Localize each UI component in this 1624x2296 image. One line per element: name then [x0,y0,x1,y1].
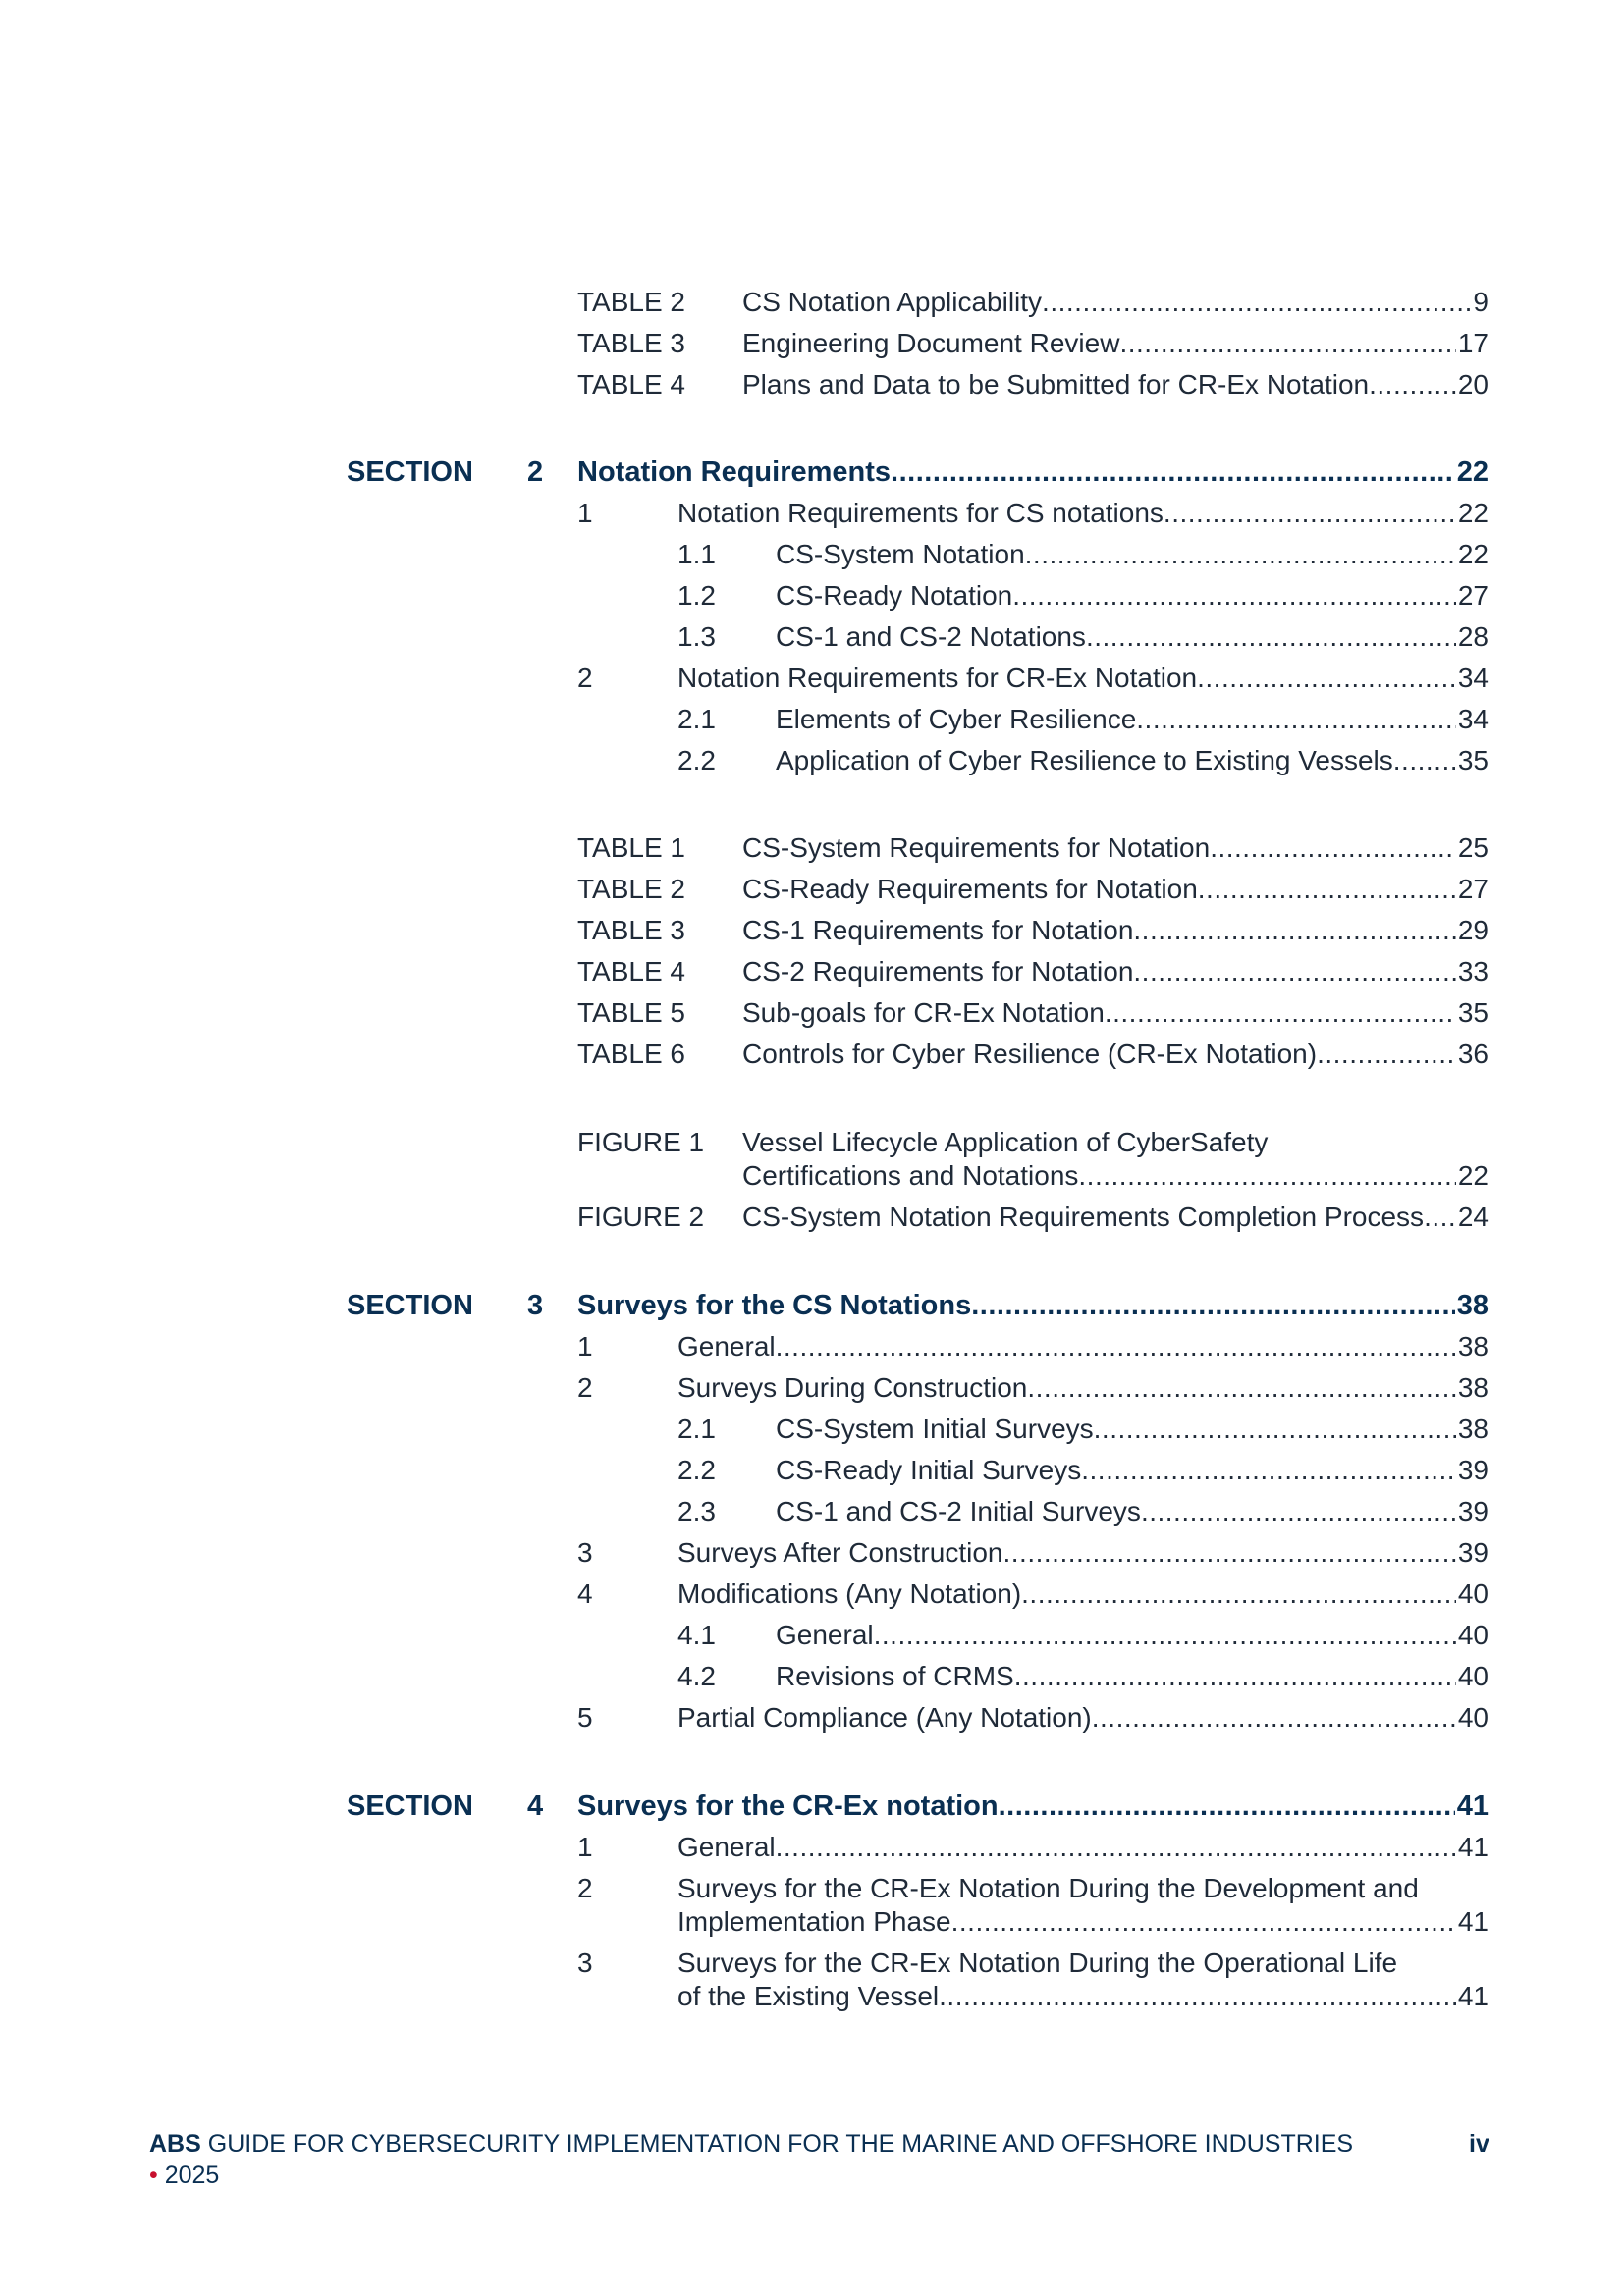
toc-entry[interactable] [742,368,1489,401]
section-page: 41 [1456,1790,1489,1822]
toc-item-number: 1.2 [677,580,716,611]
toc-entry[interactable] [742,286,1489,319]
toc-entry-text: CS-System Notation [776,539,1025,569]
toc-item-number: 2 [577,663,593,693]
dot-leader [1021,1577,1456,1611]
toc-entry-page: 40 [1457,1702,1489,1733]
dot-leader [1025,538,1456,571]
toc-entry-text: CS-Ready Initial Surveys [776,1455,1082,1485]
dot-leader [776,1831,1456,1864]
dot-leader [1369,368,1456,401]
dot-leader [891,455,1455,489]
dot-leader [1086,620,1456,654]
toc-entry[interactable] [742,831,1489,865]
toc-item-number: 1.3 [677,621,716,652]
toc-item-number: 4 [577,1578,593,1609]
toc-entry[interactable] [776,538,1489,571]
toc-entry-page: 27 [1457,580,1489,611]
toc-entry-text: CS-2 Requirements for Notation [742,956,1134,987]
dot-leader [1133,914,1455,947]
toc-entry-text: Certifications and Notations [742,1160,1079,1191]
toc-item-number: 2.2 [677,1455,716,1485]
toc-entry[interactable] [776,1619,1489,1652]
toc-entry-page: 22 [1457,1160,1489,1191]
toc-item-number: 5 [577,1702,593,1733]
toc-table-label: TABLE 5 [577,997,685,1028]
toc-entry-text: CS-System Initial Surveys [776,1414,1094,1444]
toc-table-label: TABLE 2 [577,287,685,317]
toc-entry-page: 39 [1457,1496,1489,1526]
toc-entry-page: 36 [1457,1039,1489,1069]
toc-entry-page: 28 [1457,621,1489,652]
dot-leader [1002,1536,1455,1570]
abs-logo-text: ABS [149,2130,201,2158]
toc-entry-page: 35 [1457,745,1489,775]
toc-entry-page: 38 [1457,1331,1489,1362]
dot-leader [776,1330,1456,1363]
footer-title-line [149,2128,1353,2160]
dot-leader [1042,286,1471,319]
toc-entry[interactable] [677,1980,1489,2013]
section-number: 3 [527,1290,544,1321]
toc-entry-text-line1[interactable]: Surveys for the CR-Ex Notation During the Development and [677,1873,1419,1903]
section-page: 38 [1456,1290,1489,1321]
toc-entry-page: 40 [1457,1661,1489,1691]
toc-entry-text: General [677,1331,776,1362]
toc-entry-page: 41 [1457,1981,1489,2011]
section-page: 22 [1456,456,1489,488]
toc-entry-page: 22 [1457,498,1489,528]
section-title: Surveys for the CS Notations [577,1290,972,1321]
toc-item-number: 2.3 [677,1496,716,1526]
toc-entry-text: Revisions of CRMS [776,1661,1014,1691]
toc-entry[interactable] [742,873,1489,906]
dot-leader [1012,579,1456,613]
toc-entry[interactable] [677,1330,1489,1363]
toc-entry-page: 24 [1457,1201,1489,1232]
section-number: 2 [527,456,544,488]
toc-entry[interactable] [742,1038,1489,1071]
toc-entry[interactable] [742,914,1489,947]
toc-entry[interactable] [776,1454,1489,1487]
toc-entry-page: 29 [1457,915,1489,945]
toc-item-number: 2 [577,1372,593,1403]
dot-leader [1210,831,1456,865]
toc-entry-page: 35 [1457,997,1489,1028]
toc-entry[interactable] [742,1201,1489,1234]
dot-leader [1136,703,1456,736]
toc-entry-text: Partial Compliance (Any Notation) [677,1702,1092,1733]
toc-item-number: 2 [577,1873,593,1903]
toc-entry-page: 39 [1457,1455,1489,1485]
toc-entry-text: Sub-goals for CR-Ex Notation [742,997,1105,1028]
toc-entry-text: Notation Requirements for CS notations [677,498,1164,528]
toc-entry[interactable] [677,1577,1489,1611]
toc-entry-text: Elements of Cyber Resilience [776,704,1137,734]
dot-leader [1164,497,1456,530]
toc-item-number: 3 [577,1537,593,1568]
dot-leader [1133,955,1455,988]
section-title: Notation Requirements [577,456,892,488]
toc-table-label: TABLE 1 [577,832,685,863]
toc-entry[interactable] [742,955,1489,988]
footer-year-line [149,2160,1353,2191]
toc-entry-page: 38 [1457,1372,1489,1403]
section-label: SECTION [347,1790,473,1822]
toc-table-label: TABLE 3 [577,915,685,945]
toc-entry-text: Implementation Phase [677,1906,951,1937]
dot-leader [1014,1660,1456,1693]
toc-table-label: TABLE 4 [577,956,685,987]
toc-entry-text: Surveys After Construction [677,1537,1003,1568]
toc-entry-page: 17 [1457,328,1489,358]
toc-entry[interactable] [776,1660,1489,1693]
toc-entry-text: CS-Ready Notation [776,580,1013,611]
toc-entry-text: CS-System Notation Requirements Completion Process [742,1201,1425,1232]
toc-entry[interactable] [677,1905,1489,1939]
toc-table-label: TABLE 4 [577,369,685,400]
toc-entry-text: Plans and Data to be Submitted for CR-Ex Notation [742,369,1370,400]
toc-table-label: TABLE 6 [577,1039,685,1069]
toc-entry-page: 27 [1457,874,1489,904]
page-footer [149,2128,1353,2191]
toc-entry-text: Application of Cyber Resilience to Existing Vessels [776,745,1393,775]
toc-item-number: 2.1 [677,1414,716,1444]
section-heading[interactable] [577,1289,1489,1322]
dot-leader [1119,327,1455,360]
toc-item-number: 2.1 [677,704,716,734]
toc-entry-page: 41 [1457,1906,1489,1937]
page-number: iv [1469,2130,1489,2158]
toc-entry[interactable] [776,1495,1489,1528]
toc-entry[interactable] [677,1701,1489,1735]
dot-leader [1027,1371,1455,1405]
dot-leader [1105,996,1456,1030]
toc-entry-page: 22 [1457,539,1489,569]
toc-entry-text: CS-Ready Requirements for Notation [742,874,1198,904]
toc-entry-page: 40 [1457,1578,1489,1609]
section-number: 4 [527,1790,544,1822]
toc-entry-text: CS-1 Requirements for Notation [742,915,1134,945]
toc-item-number: 1 [577,498,593,528]
dot-leader [1094,1413,1456,1446]
toc-entry-page: 39 [1457,1537,1489,1568]
toc-item-number: 3 [577,1948,593,1978]
toc-entry[interactable] [677,1536,1489,1570]
section-heading[interactable] [577,1789,1489,1823]
toc-item-number: 2.2 [677,745,716,775]
toc-entry[interactable] [742,327,1489,360]
toc-entry-text: General [677,1832,776,1862]
toc-entry-page: 41 [1457,1832,1489,1862]
toc-entry-text: General [776,1620,874,1650]
toc-figure-label: FIGURE 2 [577,1201,705,1232]
toc-table-label: TABLE 2 [577,874,685,904]
dot-leader [1092,1701,1456,1735]
toc-item-number: 4.1 [677,1620,716,1650]
toc-entry-page: 20 [1457,369,1489,400]
toc-entry-text: of the Existing Vessel [677,1981,940,2011]
dot-leader [1197,662,1456,695]
dot-leader [1424,1201,1456,1234]
toc-item-number: 1 [577,1832,593,1862]
toc-entry-page: 33 [1457,956,1489,987]
dot-leader [1078,1159,1455,1193]
section-heading[interactable] [577,455,1489,489]
toc-table-label: TABLE 3 [577,328,685,358]
toc-entry[interactable] [677,1371,1489,1405]
toc-entry[interactable] [776,703,1489,736]
toc-entry-text: CS Notation Applicability [742,287,1043,317]
toc-entry[interactable] [677,662,1489,695]
footer-title: GUIDE FOR CYBERSECURITY IMPLEMENTATION FOR THE MARINE AND OFFSHORE INDUSTRIES [200,2130,1354,2158]
toc-entry-text: CS-1 and CS-2 Notations [776,621,1086,652]
toc-entry-page: 34 [1457,704,1489,734]
dot-leader [874,1619,1456,1652]
toc-entry-text: Surveys During Construction [677,1372,1028,1403]
toc-entry[interactable] [742,1159,1489,1193]
dot-leader [939,1980,1456,2013]
dot-leader [1317,1038,1456,1071]
dot-leader [1198,873,1456,906]
toc-entry-page: 34 [1457,663,1489,693]
section-title: Surveys for the CR-Ex notation [577,1790,999,1822]
toc-entry-text: CS-1 and CS-2 Initial Surveys [776,1496,1141,1526]
toc-entry-text-line1[interactable]: Surveys for the CR-Ex Notation During the Operational Life [677,1948,1398,1978]
bullet-icon: • [149,2162,158,2189]
toc-entry[interactable] [677,497,1489,530]
dot-leader [1081,1454,1456,1487]
toc-entry[interactable] [776,744,1489,777]
toc-entry[interactable] [776,620,1489,654]
toc-figure-label: FIGURE 1 [577,1127,705,1157]
toc-entry[interactable] [677,1831,1489,1864]
toc-entry-page: 38 [1457,1414,1489,1444]
toc-entry-text-line1[interactable]: Vessel Lifecycle Application of CyberSafety [742,1127,1269,1157]
toc-entry-text: Engineering Document Review [742,328,1120,358]
toc-item-number: 1.1 [677,539,716,569]
toc-entry-page: 25 [1457,832,1489,863]
toc-entry-text: CS-System Requirements for Notation [742,832,1211,863]
dot-leader [971,1289,1454,1322]
toc-entry-page: 40 [1457,1620,1489,1650]
toc-item-number: 4.2 [677,1661,716,1691]
toc-entry[interactable] [742,996,1489,1030]
toc-entry[interactable] [776,579,1489,613]
dot-leader [1393,744,1456,777]
toc-entry-text: Modifications (Any Notation) [677,1578,1022,1609]
section-label: SECTION [347,456,473,488]
dot-leader [951,1905,1456,1939]
toc-item-number: 1 [577,1331,593,1362]
footer-year: 2025 [157,2162,220,2189]
toc-entry[interactable] [776,1413,1489,1446]
toc-entry-page: 9 [1473,287,1489,317]
toc-entry-text: Controls for Cyber Resilience (CR-Ex Notation) [742,1039,1318,1069]
toc-entry-text: Notation Requirements for CR-Ex Notation [677,663,1198,693]
dot-leader [999,1789,1455,1823]
section-label: SECTION [347,1290,473,1321]
dot-leader [1141,1495,1456,1528]
